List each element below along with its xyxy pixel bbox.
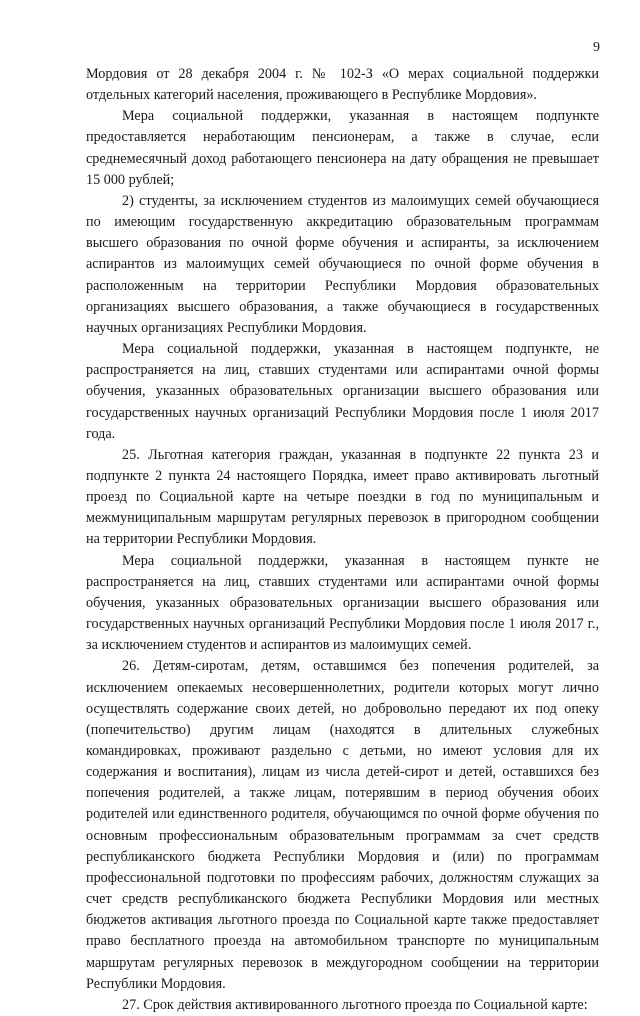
paragraph-continuation: Мордовия от 28 декабря 2004 г. № 102-З «О мерах социальной поддержки отдельных категорий населения, проживающего в Республике Мордовия». xyxy=(86,66,599,104)
paragraph-item-27: 27. Срок действия активированного льготного проезда по Социальной карте: xyxy=(122,996,588,1013)
paragraph-pensioners-condition: Мера социальной поддержки, указанная в настоящем подпункте предоставляется неработающим пенсионерам, а также в случае, если среднемесячный доход работающего пенсионера на дату обращения не превышает 15 000 рублей; xyxy=(86,108,599,188)
paragraph-item-26: 26. Детям-сиротам, детям, оставшимся без попечения родителей, за исключением опекаемых несовершеннолетних, родители которых могут лично осуществлять содержание своих детей, но добровольно передают их под опеку (попечительство) другим лицам (находятся в длительных служебных командировках, проживают раздельно с детьми, но имеют условия для их содержания и воспитания), лицам из числа детей-сирот и детей, оставшихся без попечения родителей, а также лицам, потерявшим в период обучения обоих родителей или единственного родителя, обучающимся по очной форме обучения по основным профессиональным образовательным программам за счет средств республиканского бюджета Республики Мордовия и (или) по программам профессиональной подготовки по профессиям рабочих, должностям служащих за счет средств республиканского бюджета Республики Мордовия или местных бюджетов активация льготного проезда по Социальной карте также предоставляет право бесплатного проезда на автомобильном транспорте по муниципальным маршрутам регулярных перевозок в междугородном сообщении на территории Республики Мордовия. xyxy=(86,658,599,992)
paragraph-item-25: 25. Льготная категория граждан, указанная в подпункте 22 пункта 23 и подпункте 2 пункта 24 настоящего Порядка, имеет право активировать льготный проезд по Социальной карте на четыре поездки в год по муниципальным и межмуниципальным маршрутам регулярных перевозок в пригородном сообщении на территории Республики Мордовия. xyxy=(86,446,599,548)
document-body xyxy=(86,64,599,1016)
paragraph-item-25-exclusion: Мера социальной поддержки, указанная в настоящем пункте не распространяется на лиц, ставших студентами или аспирантами очной формы обучения, указанных образовательных организации высшего образования или государственных научных организаций Республики Мордовия после 1 июля 2017 г., за исключением студентов и аспирантов из малоимущих семей. xyxy=(86,552,599,654)
paragraph-students: 2) студенты, за исключением студентов из малоимущих семей обучающиеся по имеющим государственную аккредитацию образовательным программам высшего образования по очной форме обучения и аспиранты, за исключением аспирантов из малоимущих семей обучающиеся по очной форме обучения в расположенным на территории Республики Мордовия образовательных организациях высшего образования, а также обучающиеся в государственных научных организациях Республики Мордовия. xyxy=(86,192,599,336)
page-number: 9 xyxy=(593,40,600,55)
paragraph-students-exclusion: Мера социальной поддержки, указанная в настоящем подпункте, не распространяется на лиц, ставших студентами или аспирантами очной формы обучения, указанных образовательных организации высшего образования или государственных научных организаций Республики Мордовия после 1 июля 2017 года. xyxy=(86,341,599,442)
